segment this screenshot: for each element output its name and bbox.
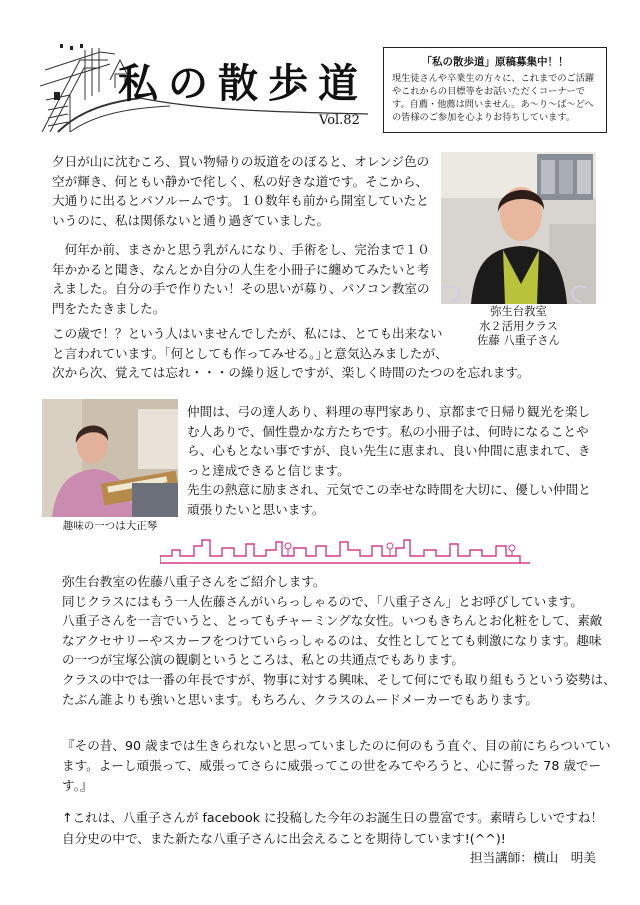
skyline-divider bbox=[160, 536, 530, 564]
notice-box bbox=[383, 47, 607, 133]
instructor-signature: 担当講師：横山 明美 bbox=[470, 850, 596, 865]
notice-body: 現生徒さんや卒業生の方々に、これまでのご活躍やこれからの目標等をお話いただくコーナーです。自薦・他薦は問いません。あ～り～ば～どへの皆様のご参加を心よりお待ちしています。 bbox=[392, 73, 595, 123]
paragraph-quote: 『その昔、90 歳までは生きられないと思っていましたのに何のもう直ぐ、目の前にちらついてい ます。よーし頑張って、威張ってさらに威張ってこの世をみてやろうと、心に誓った 78 歳でー す。』 bbox=[62, 738, 611, 793]
paragraph-friends: 仲間は、弓の達人あり、料理の専門家あり、京都まで日帰り観光を楽し む人ありで、個性豊かな方たちです。私の小冊子は、何時になることや ら、心もとない事ですが、良い先生に恵まれ、良い仲間に恵まれて、き っと達成できると信じます。 先生の熱意に励まされ、元気でこの幸せな時間を大切に、優しい仲間と 頑張りたいと思います。 bbox=[187, 404, 591, 517]
portrait-photo bbox=[441, 152, 596, 304]
koto-photo bbox=[42, 399, 178, 517]
notice-title: 「私の散歩道」原稿募集中！！ bbox=[421, 56, 569, 68]
koto-caption: 趣味の一つは大正琴 bbox=[62, 520, 158, 532]
paragraph-intro: 夕日が山に沈むころ、買い物帰りの坂道をのぼると、オレンジ色の 空が輝き、何ともい静かで侘しく、私の好きな道です。そこから、 大通りに出るとパソルームです。１０数年も前から開室していたと いうのに、私は関係ないと通り過ぎていました。 bbox=[52, 154, 430, 228]
volume-number: Vol.82 bbox=[319, 113, 360, 128]
portrait-caption: 弥生台教室 水２活用クラス 佐藤 八重子さん bbox=[477, 305, 560, 347]
page-title: 私の散歩道 bbox=[118, 60, 368, 107]
paragraph-story: 何年か前、まさかと思う乳がんになり、手術をし、完治まで１０ 年かかると聞き、なんとか自分の人生を小冊子に纏めてみたいと考 えました。自分の手で作りたい！その思いが募り、パソコン教室の 門をたたきました。 bbox=[52, 242, 430, 316]
paragraph-closing: ↑これは、八重子さんが facebook に投稿した今年のお誕生日の豊富です。素晴らしいですね！ 自分史の中で、また新たな八重子さんに出会えることを期待しています!(^^)! bbox=[62, 810, 604, 846]
paragraph-introduction: 弥生台教室の佐藤八重子さんをご紹介します。 同じクラスにはもう一人佐藤さんがいらっしゃるので、「八重子さん」とお呼びしています。 八重子さんを一言でいうと、とってもチャーミングな女性。いつもきちんとお化粧をして、素敵 なアクセサリーやスカーフをつけていらっしゃるのは、女性としてとても刺激になります。趣味 の一つが宝塚公演の観劇というところは、私との共通点でもあります。 クラスの中では一番の年長ですが、物事に対する興味、そして何にでも取り組もうという姿勢は、 たぶん誰よりも強いと思います。もちろん、クラスのムードメーカーでもあります。 bbox=[62, 574, 616, 707]
paragraph-effort: この歳で！？という人はいませんでしたが、私には、とても出来ない と言われています。｢何としても作ってみせる。｣と意気込みましたが、 次から次、覚えては忘れ・・・の繰り返しですが、楽しく時間のたつのを忘れます。 bbox=[52, 326, 530, 380]
